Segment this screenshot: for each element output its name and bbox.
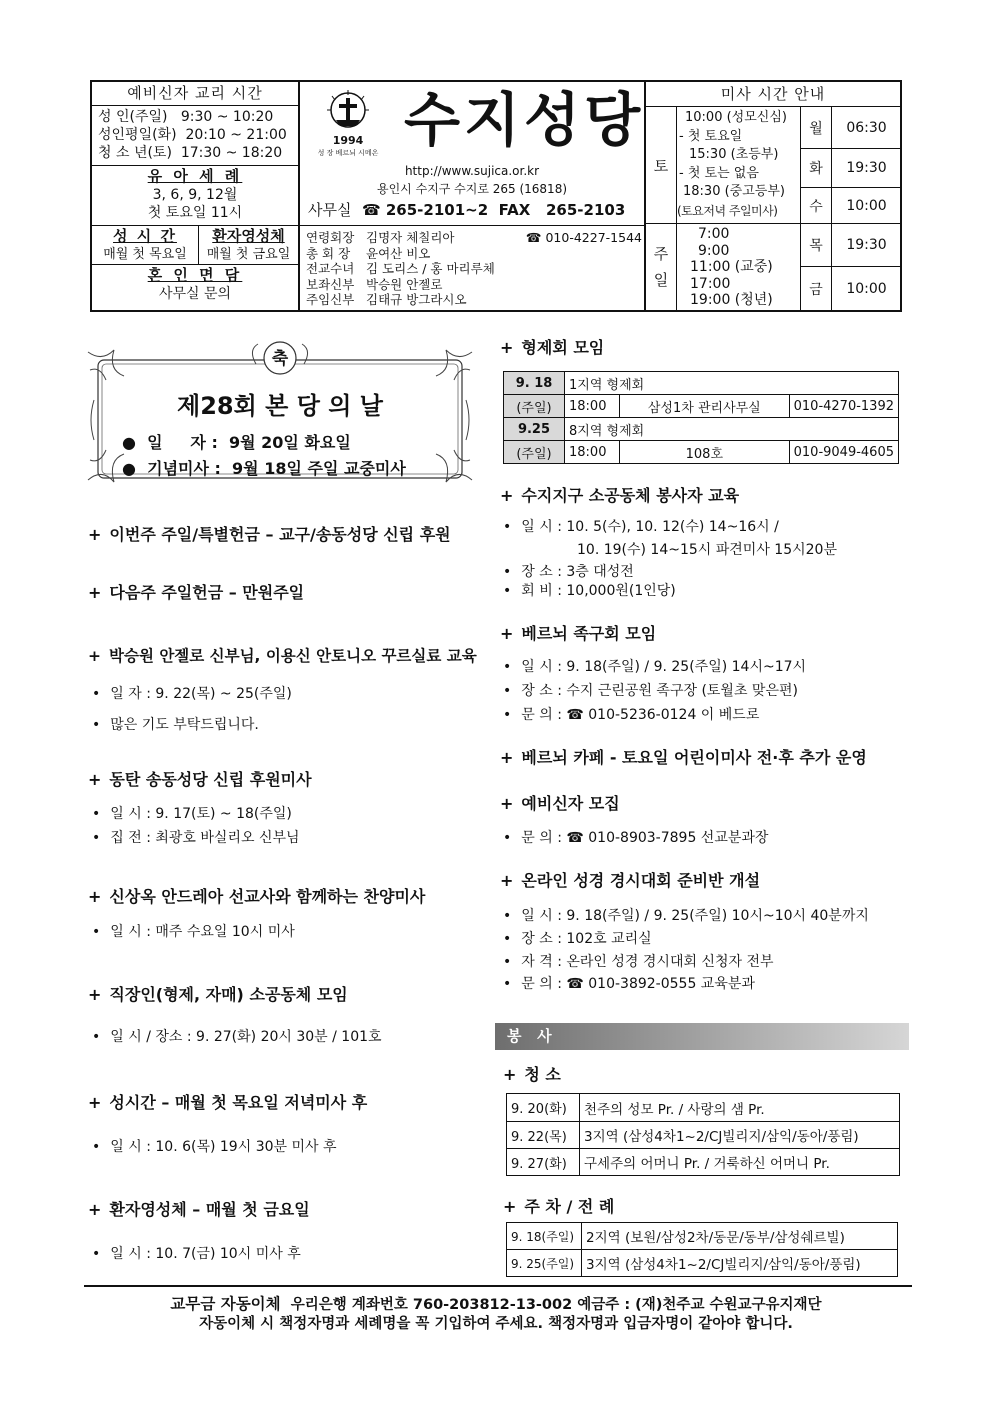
weekday-time: 10:00 xyxy=(832,188,901,224)
table-row: 9. 22(목) 3지역 (삼성4차1~2/CJ빌리지/삼익/동아/풍림) xyxy=(507,1122,900,1149)
service-bar: 봉 사 xyxy=(495,1023,909,1050)
header-middle xyxy=(300,82,646,310)
phone-icon: ☎ xyxy=(361,201,381,219)
holy-hour-title: 성 시 간 xyxy=(113,227,177,245)
church-name: 수지성당 xyxy=(404,86,645,154)
list-item: • 장 소 : 3층 대성전 xyxy=(503,561,634,581)
section-bible-contest: + 온라인 성경 경시대회 준비반 개설 xyxy=(500,871,761,890)
list-item: • 문 의 : ☎ 010-8903-7895 선교분과장 xyxy=(503,827,768,847)
plus-icon: + xyxy=(88,525,102,544)
plus-icon: + xyxy=(88,1093,102,1112)
plus-icon: + xyxy=(500,871,514,890)
feast-mass: ● 기념미사 : 9월 18일 주일 교중미사 xyxy=(122,459,406,478)
list-item: • 일 시 / 장소 : 9. 27(화) 20시 30분 / 101호 xyxy=(92,1026,382,1046)
weekday-time: 06:30 xyxy=(832,107,901,149)
table-row: 9.25 8지역 형제회 xyxy=(504,418,899,441)
list-item: • 일 시 : 9. 17(토) ~ 18(주일) xyxy=(92,803,292,823)
list-item: • 일 시 : 9. 18(주일) / 9. 25(주일) 10시~10시 40분까지 xyxy=(503,905,869,925)
list-item: • 장 소 : 102호 교리실 xyxy=(503,928,652,948)
list-item: • 일 시 : 9. 18(주일) / 9. 25(주일) 14시~17시 xyxy=(503,656,806,676)
footer-line1: 교무금 자동이체 우리은행 계좌번호 760-203812-13-002 예금주 : (재)천주교 수원교구유지재단 xyxy=(170,1295,822,1313)
staff-row: 주임신부 김태규 방그라시오 xyxy=(306,292,467,307)
table-row: 9. 18(주일) 2지역 (보원/삼성2차/동문/동부/삼성쉐르빌) xyxy=(507,1223,898,1250)
logo-caption: 성 장 베르뇌 시메온 xyxy=(317,149,379,157)
list-item: • 일 시 : 매주 수요일 10시 미사 xyxy=(92,921,295,941)
plus-icon: + xyxy=(88,583,102,602)
plus-icon: + xyxy=(88,1200,102,1219)
section-patient-communion: + 환자영성체 – 매월 첫 금요일 xyxy=(88,1200,310,1219)
patient-title: 환자영성체 xyxy=(212,227,285,245)
staff-row: 연령회장 김명자 체칠리아 ☎ 010-4227-1544 xyxy=(306,230,642,245)
baptism-time: 첫 토요일 11시 xyxy=(147,205,243,221)
plus-icon: + xyxy=(500,338,514,357)
plus-icon: + xyxy=(503,1065,517,1084)
weekday-thu: 목 xyxy=(801,224,832,267)
list-item: • 문 의 : ☎ 010-5236-0124 이 베드로 xyxy=(503,704,759,724)
table-row: 9. 18 1지역 형제회 xyxy=(504,372,899,395)
church-logo xyxy=(308,88,388,164)
mass-sun-label: 주 일 xyxy=(646,224,677,310)
catechism-row-weekday: 성인평일(화) 20:10 ~ 21:00 xyxy=(98,127,287,143)
parking-table xyxy=(506,1222,898,1277)
header-box xyxy=(90,80,902,312)
baptism-months: 3, 6, 9, 12월 xyxy=(152,187,238,203)
section-cursillo: + 박승원 안젤로 신부님, 이용신 안토니오 꾸르실료 교육 xyxy=(88,647,477,665)
baptism-title: 유 아 세 례 xyxy=(147,167,243,185)
header-left xyxy=(92,82,300,310)
mass-schedule xyxy=(646,82,900,310)
section-special-offering: + 이번주 주일/특별헌금 – 교구/송동성당 신립 후원 xyxy=(88,525,451,544)
mass-sat-times: 10:00 (성모신심) - 첫 토요일 15:30 (초등부) - 첫 토는 없음 18:30 (중고등부) (토요저녁 주일미사) xyxy=(677,110,787,218)
plus-icon: + xyxy=(500,624,514,643)
logo-year: 1994 xyxy=(332,134,364,147)
list-item: • 집 전 : 최광호 바실리오 신부님 xyxy=(92,827,300,847)
weekday-time: 19:30 xyxy=(832,149,901,188)
plus-icon: + xyxy=(88,887,102,906)
cleaning-table xyxy=(506,1093,900,1176)
section-cafe: + 베르뇌 카페 - 토요일 어린이미사 전·후 추가 운영 xyxy=(500,748,867,767)
section-parking: + 주 차 / 전 례 xyxy=(503,1197,615,1216)
feast-date: ● 일 자 : 9월 20일 화요일 xyxy=(122,433,351,452)
mass-sun-times: 7:00 9:00 11:00 (교중) 17:00 19:00 (청년) xyxy=(690,226,773,308)
plus-icon: + xyxy=(500,794,514,813)
section-cleaning: + 청 소 xyxy=(503,1065,561,1084)
section-dongtan-mass: + 동탄 송동성당 신립 후원미사 xyxy=(88,770,312,789)
list-item: • 일 시 : 10. 6(목) 19시 30분 미사 후 xyxy=(92,1136,337,1156)
marriage-text: 사무실 문의 xyxy=(158,286,232,302)
staff-row: 보좌신부 박승원 안젤로 xyxy=(306,276,443,292)
list-item: • 장 소 : 수지 근린공원 족구장 (토월초 맞은편) xyxy=(503,680,798,700)
table-row: (주일) 18:00 삼성1차 관리사무실 010-4270-1392 xyxy=(504,395,899,418)
table-row: 9. 25(주일) 3지역 (삼성4차1~2/CJ빌리지/삼익/동아/풍림) xyxy=(507,1250,898,1277)
weekday-fri: 금 xyxy=(801,267,832,310)
section-volunteer-training: + 수지지구 소공동체 봉사자 교육 xyxy=(500,486,740,505)
list-item-cont: 10. 19(수) 14~15시 파견미사 15시20분 xyxy=(577,542,837,558)
feast-badge: 축 xyxy=(271,349,289,369)
section-footvolley: + 베르뇌 족구회 모임 xyxy=(500,624,657,643)
staff-row: 총 회 장 윤여산 비오 xyxy=(306,245,431,261)
plus-icon: + xyxy=(500,486,514,505)
feast-title: 제28회 본 당 의 날 xyxy=(177,392,383,420)
footer-line2: 자동이체 시 책정자명과 세례명을 꼭 기입하여 주세요. 책정자명과 입금자명이 같아야 합니다. xyxy=(199,1316,793,1332)
list-item: • 일 자 : 9. 22(목) ~ 25(주일) xyxy=(92,683,292,703)
plus-icon: + xyxy=(88,647,101,665)
list-item: • 일 시 : 10. 7(금) 10시 미사 후 xyxy=(92,1243,301,1263)
list-item: • 많은 기도 부탁드립니다. xyxy=(92,714,259,734)
weekday-tue: 화 xyxy=(801,149,832,188)
office-contact: 사무실 ☎ 265-2101~2 FAX 265-2103 xyxy=(308,201,626,219)
weekday-time: 10:00 xyxy=(846,280,887,297)
section-brothers: + 형제회 모임 xyxy=(500,338,605,357)
list-item: • 문 의 : ☎ 010-3892-0555 교육분과 xyxy=(503,973,755,993)
weekday-wed: 수 xyxy=(801,188,832,224)
holy-hour-text: 매월 첫 목요일 xyxy=(103,247,187,262)
mass-weekdays xyxy=(800,107,901,310)
weekday-mon: 월 xyxy=(801,107,832,149)
mass-schedule-title: 미사 시간 안내 xyxy=(646,82,900,107)
plus-icon: + xyxy=(503,1197,517,1216)
list-item: • 회 비 : 10,000원(1인당) xyxy=(503,580,676,600)
plus-icon: + xyxy=(88,985,102,1004)
footer-divider xyxy=(84,1285,912,1287)
catechism-row-adult: 성 인(주일) 9:30 ~ 10:20 xyxy=(98,109,274,125)
table-row: (주일) 18:00 108호 010-9049-4605 xyxy=(504,441,899,464)
phone-icon: ☎ xyxy=(525,230,542,245)
table-row: 9. 27(화) 구세주의 어머니 Pr. / 거룩하신 어머니 Pr. xyxy=(507,1149,900,1176)
staff-list xyxy=(306,230,642,308)
marriage-title: 혼 인 면 담 xyxy=(147,266,243,284)
section-holy-hour: + 성시간 – 매월 첫 목요일 저녁미사 후 xyxy=(88,1093,368,1112)
table-row: 9. 20(화) 천주의 성모 Pr. / 사랑의 샘 Pr. xyxy=(507,1094,900,1122)
section-next-offering: + 다음주 주일헌금 – 만원주일 xyxy=(88,583,305,602)
church-url[interactable]: http://www.sujica.or.kr xyxy=(404,164,540,178)
staff-row: 전교수녀 김 도리스 / 홍 마리루체 xyxy=(306,261,495,276)
catechism-row-youth: 청 소 년(토) 17:30 ~ 18:20 xyxy=(98,145,283,161)
plus-icon: + xyxy=(88,770,102,789)
section-praise-mass: + 신상옥 안드레아 선교사와 함께하는 찬양미사 xyxy=(88,887,426,906)
catechism-title: 예비신자 교리 시간 xyxy=(92,82,298,106)
list-item: • 자 격 : 온라인 성경 경시대회 신청자 전부 xyxy=(503,951,774,971)
plus-icon: + xyxy=(500,748,514,767)
church-address: 용인시 수지구 수지로 265 (16818) xyxy=(376,182,568,196)
feast-box xyxy=(84,340,476,490)
section-workers-community: + 직장인(형제, 자매) 소공동체 모임 xyxy=(88,985,348,1004)
mass-sat-label: 토 xyxy=(646,107,677,223)
brothers-table xyxy=(503,371,899,464)
weekday-time: 19:30 xyxy=(832,224,901,267)
patient-text: 매월 첫 금요일 xyxy=(206,247,291,262)
section-catechumen: + 예비신자 모집 xyxy=(500,794,620,813)
list-item: • 일 시 : 10. 5(수), 10. 12(수) 14~16시 / xyxy=(503,516,779,536)
